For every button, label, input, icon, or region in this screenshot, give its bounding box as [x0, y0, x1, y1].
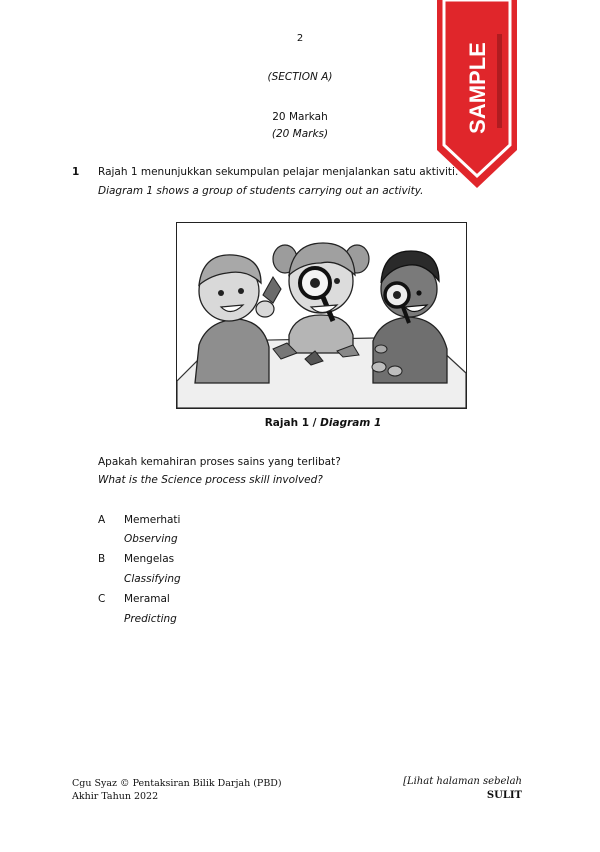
option-b-en: Classifying — [124, 573, 181, 585]
option-c-letter: C — [98, 593, 106, 605]
question-number: 1 — [72, 166, 80, 178]
footer-term: Akhir Tahun 2022 — [72, 791, 159, 802]
marks-ms: 20 Markah — [272, 111, 328, 123]
option-b-ms: Mengelas — [124, 553, 175, 565]
option-c-ms: Meramal — [124, 593, 170, 605]
students-illustration — [177, 223, 466, 408]
stamp-text: SAMPLE — [465, 42, 490, 134]
question-ask-en: What is the Science process skill involved? — [98, 474, 323, 486]
caption-en: Diagram 1 — [320, 417, 382, 429]
caption-ms: Rajah 1 / — [264, 417, 321, 429]
page-number: 2 — [296, 33, 304, 44]
question-stem-en: Diagram 1 shows a group of students carrying out an activity. — [98, 185, 424, 197]
sample-stamp — [435, 0, 519, 190]
option-a-ms: Memerhati — [124, 514, 181, 526]
marks-en: (20 Marks) — [271, 128, 329, 140]
diagram-1-illustration — [176, 222, 467, 409]
question-stem-ms: Rajah 1 menunjukkan sekumpulan pelajar menjalankan satu aktiviti. — [98, 166, 459, 178]
section-title: (SECTION A) — [267, 71, 333, 83]
question-ask-ms: Apakah kemahiran proses sains yang terlibat? — [98, 456, 341, 468]
footer-next-page: [Lihat halaman sebelah — [403, 776, 522, 787]
option-c-en: Predicting — [124, 613, 177, 625]
diagram-caption — [0, 417, 600, 429]
option-a-en: Observing — [124, 533, 178, 545]
footer-sulit: SULIT — [486, 790, 522, 801]
footer-author: Cgu Syaz © Pentaksiran Bilik Darjah (PBD) — [72, 778, 282, 789]
option-a-letter: A — [98, 514, 106, 526]
option-b-letter: B — [98, 553, 106, 565]
